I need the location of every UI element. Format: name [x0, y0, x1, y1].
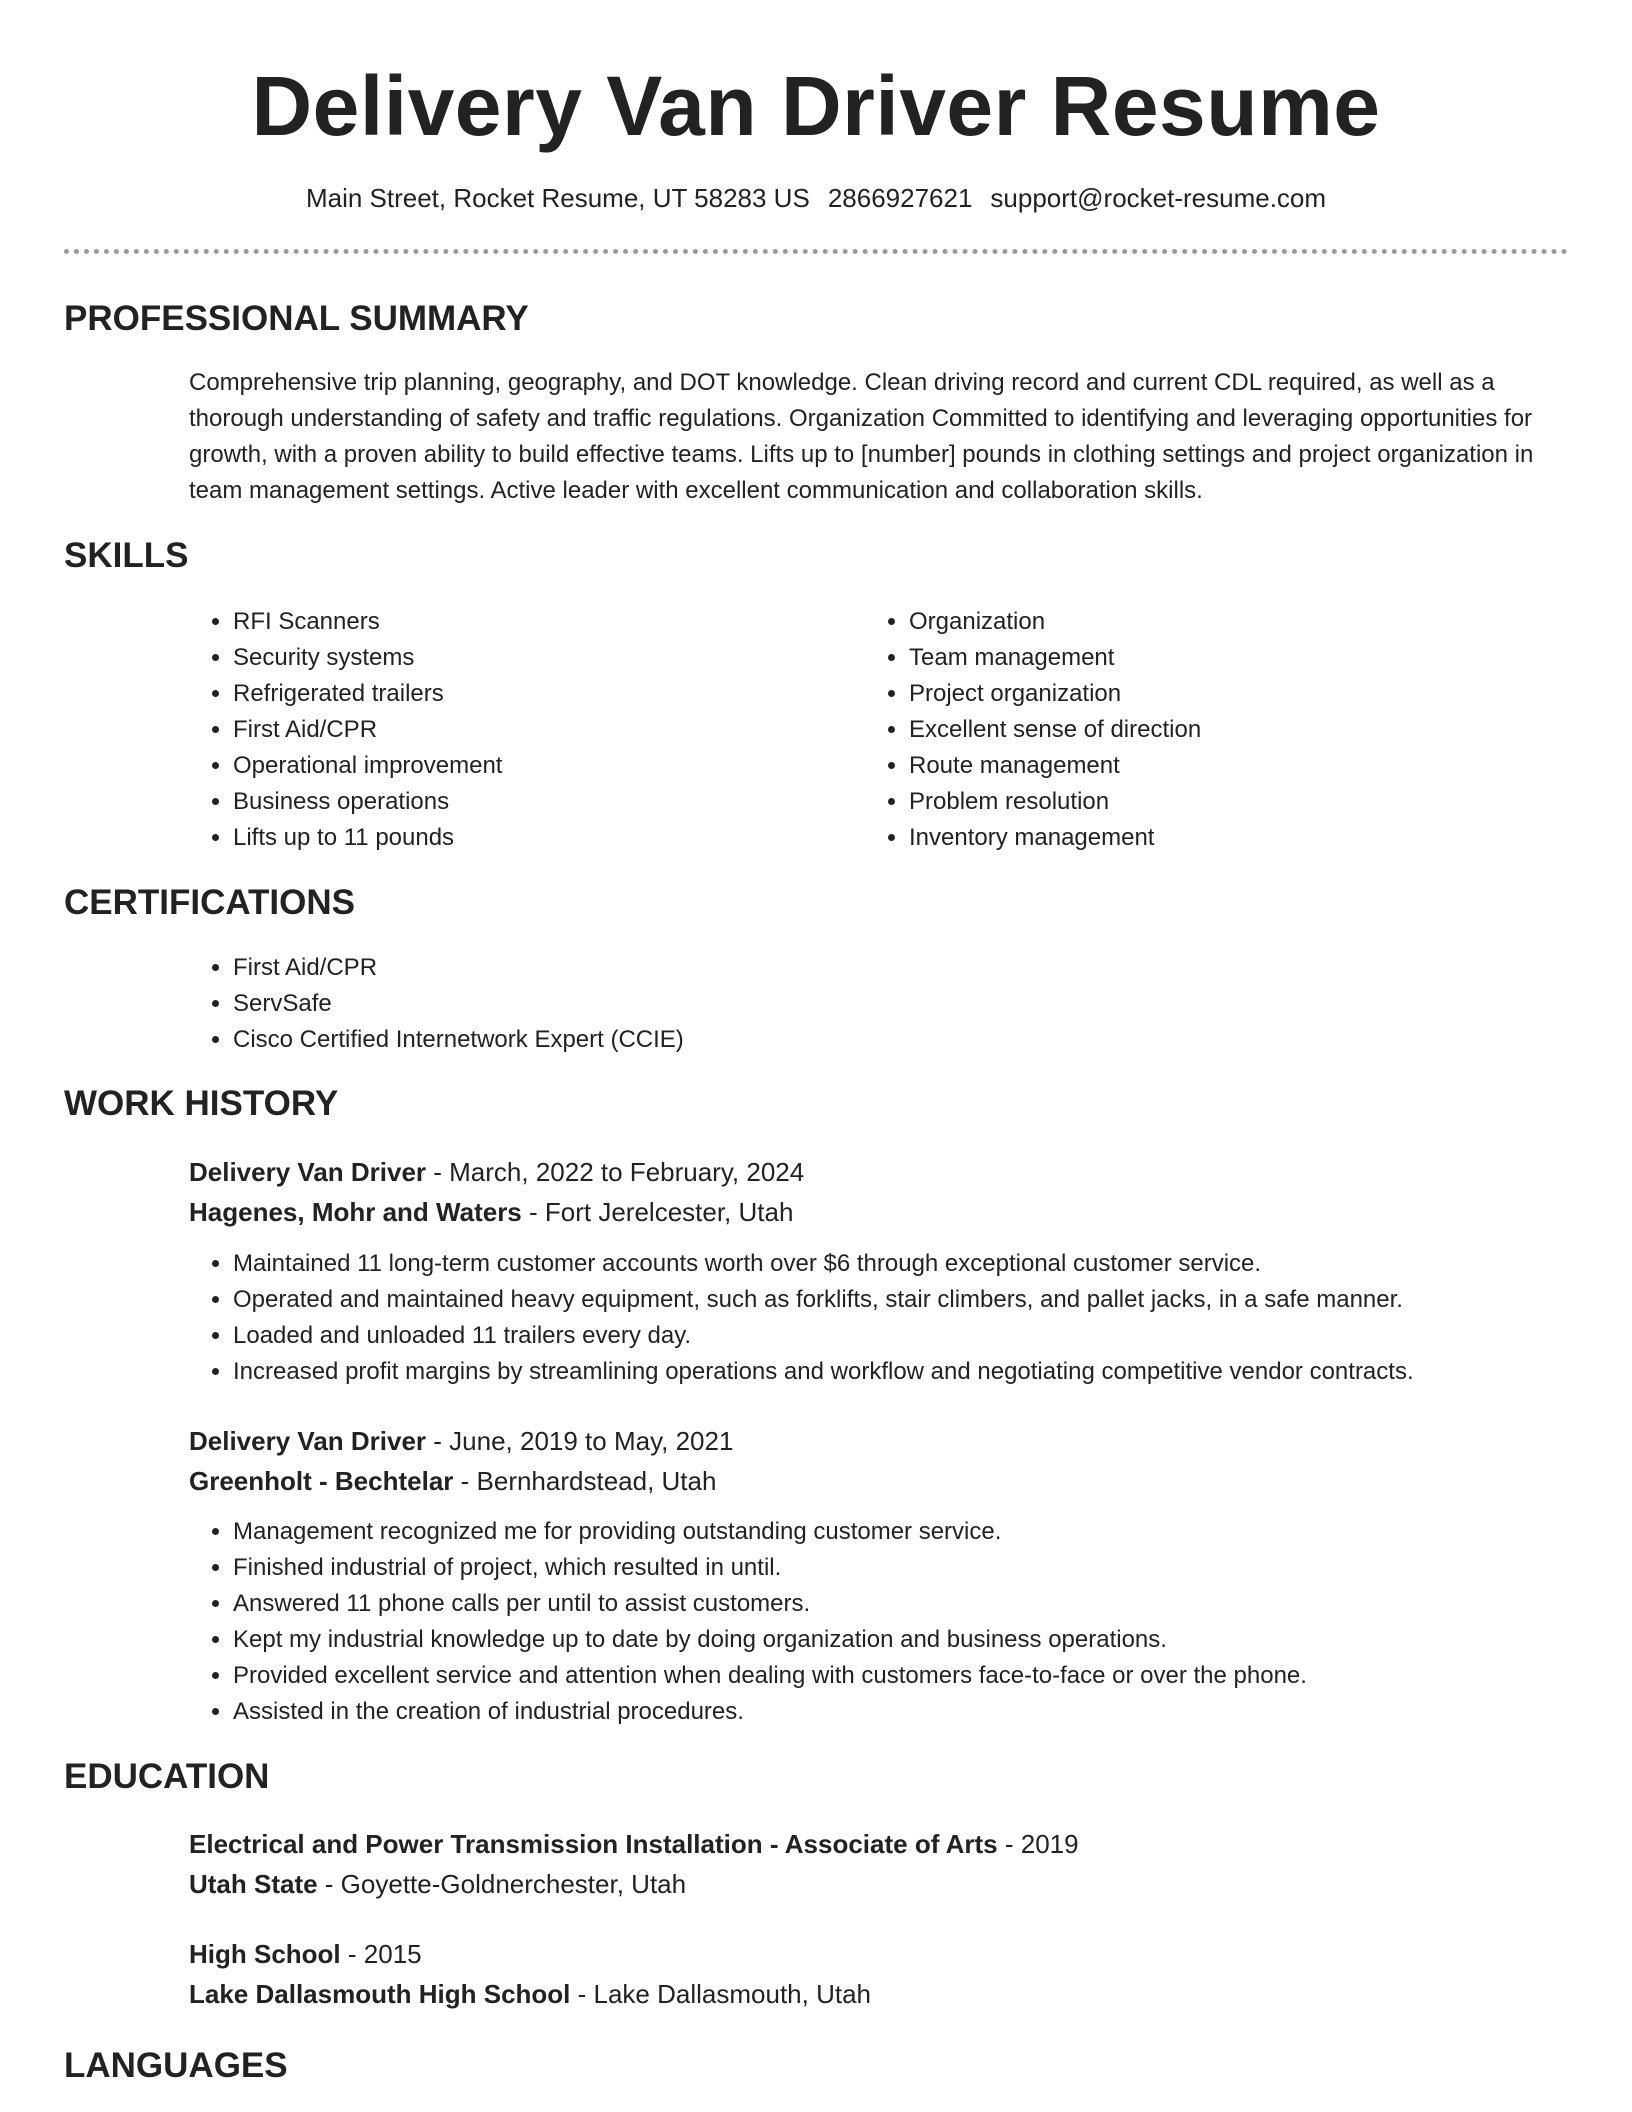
skill-item: • RFI Scanners — [233, 604, 853, 640]
section-heading-skills: SKILLS — [64, 536, 189, 575]
skill-item: • Problem resolution — [909, 784, 1589, 820]
certification-item: • First Aid/CPR — [233, 950, 1533, 986]
summary-text: Comprehensive trip planning, geography, and DOT knowledge. Clean driving record and current CDL required, as well as a thorough understanding of safety and traffic regulations. Organization Committed to identifying and leveraging opportunities for growth, with a proven ability to build effective teams. Lifts up to [number] pounds in clothing settings and project organization in team management settings. Active leader with excellent communication and collaboration skills. — [189, 369, 1534, 504]
job-company-line — [189, 1192, 793, 1232]
skill-item: • Refrigerated trailers — [233, 676, 853, 712]
job-bullet: • Maintained 11 long-term customer accounts worth over $6 through exceptional customer service. — [233, 1246, 1623, 1282]
education-school-line — [189, 1864, 686, 1904]
skill-item: • Security systems — [233, 640, 853, 676]
certification-item: • ServSafe — [233, 986, 1533, 1022]
job-bullet: • Increased profit margins by streamlining operations and workflow and negotiating competitive vendor contracts. — [233, 1354, 1623, 1390]
skill-item: • Lifts up to 11 pounds — [233, 820, 853, 856]
education-year: - 2019 — [997, 1829, 1079, 1859]
skill-item: • Inventory management — [909, 820, 1589, 856]
page-title: Delivery Van Driver Resume — [251, 59, 1381, 153]
job-title: Delivery Van Driver — [189, 1157, 427, 1187]
job-location: - Bernhardstead, Utah — [453, 1466, 717, 1496]
job-bullet: • Assisted in the creation of industrial procedures. — [233, 1694, 1623, 1730]
job-dates: - March, 2022 to February, 2024 — [426, 1157, 805, 1187]
contact-line — [0, 180, 1632, 216]
skill-item: • Business operations — [233, 784, 853, 820]
contact-address: Main Street, Rocket Resume, UT 58283 US — [305, 183, 810, 213]
education-location: - Goyette-Goldnerchester, Utah — [317, 1869, 687, 1899]
header-divider — [64, 249, 1568, 254]
skill-item: • Team management — [909, 640, 1589, 676]
job-bullet: • Answered 11 phone calls per until to assist customers. — [233, 1586, 1623, 1622]
education-school: Utah State — [189, 1869, 318, 1899]
job-bullet: • Kept my industrial knowledge up to date by doing organization and business operations. — [233, 1622, 1623, 1658]
job-bullet: • Loaded and unloaded 11 trailers every day. — [233, 1318, 1623, 1354]
job-company-line — [189, 1461, 716, 1501]
education-degree-line — [189, 1824, 1079, 1864]
job-bullet: • Finished industrial of project, which resulted in until. — [233, 1550, 1623, 1586]
education-school-line — [189, 1974, 871, 2014]
job-bullets — [189, 1246, 1623, 1390]
job-company: Greenholt - Bechtelar — [189, 1466, 454, 1496]
education-school: Lake Dallasmouth High School — [189, 1979, 571, 2009]
section-heading-summary: PROFESSIONAL SUMMARY — [64, 299, 529, 338]
section-heading-work-history: WORK HISTORY — [64, 1084, 339, 1123]
section-heading-education: EDUCATION — [64, 1757, 270, 1796]
skills-list-left — [189, 604, 853, 856]
contact-phone: 2866927621 — [827, 183, 973, 213]
job-bullet: • Operated and maintained heavy equipment, such as forklifts, stair climbers, and pallet jacks, in a safe manner. — [233, 1282, 1623, 1318]
section-heading-certifications: CERTIFICATIONS — [64, 883, 356, 922]
job-bullets — [189, 1514, 1623, 1730]
skill-item: • Excellent sense of direction — [909, 712, 1589, 748]
job-location: - Fort Jerelcester, Utah — [521, 1197, 794, 1227]
job-dates: - June, 2019 to May, 2021 — [426, 1426, 734, 1456]
skills-list-right — [865, 604, 1589, 856]
skill-item: • Route management — [909, 748, 1589, 784]
job-bullet: • Management recognized me for providing outstanding customer service. — [233, 1514, 1623, 1550]
certifications-list — [189, 950, 1533, 1058]
skill-item: • Operational improvement — [233, 748, 853, 784]
skill-item: • Organization — [909, 604, 1589, 640]
section-heading-languages: LANGUAGES — [64, 2046, 288, 2085]
job-title-line — [189, 1421, 733, 1461]
certification-item: • Cisco Certified Internetwork Expert (CCIE) — [233, 1022, 1533, 1058]
job-company: Hagenes, Mohr and Waters — [189, 1197, 522, 1227]
skill-item: • Project organization — [909, 676, 1589, 712]
job-title: Delivery Van Driver — [189, 1426, 427, 1456]
skill-item: • First Aid/CPR — [233, 712, 853, 748]
education-degree: High School — [189, 1939, 341, 1969]
education-degree: Electrical and Power Transmission Installation - Associate of Arts — [189, 1829, 998, 1859]
job-bullet: • Provided excellent service and attention when dealing with customers face-to-face or over the phone. — [233, 1658, 1623, 1694]
education-degree-line — [189, 1934, 422, 1974]
job-title-line — [189, 1152, 804, 1192]
contact-email: support@rocket-resume.com — [990, 183, 1327, 213]
education-year: - 2015 — [340, 1939, 422, 1969]
education-location: - Lake Dallasmouth, Utah — [570, 1979, 871, 2009]
